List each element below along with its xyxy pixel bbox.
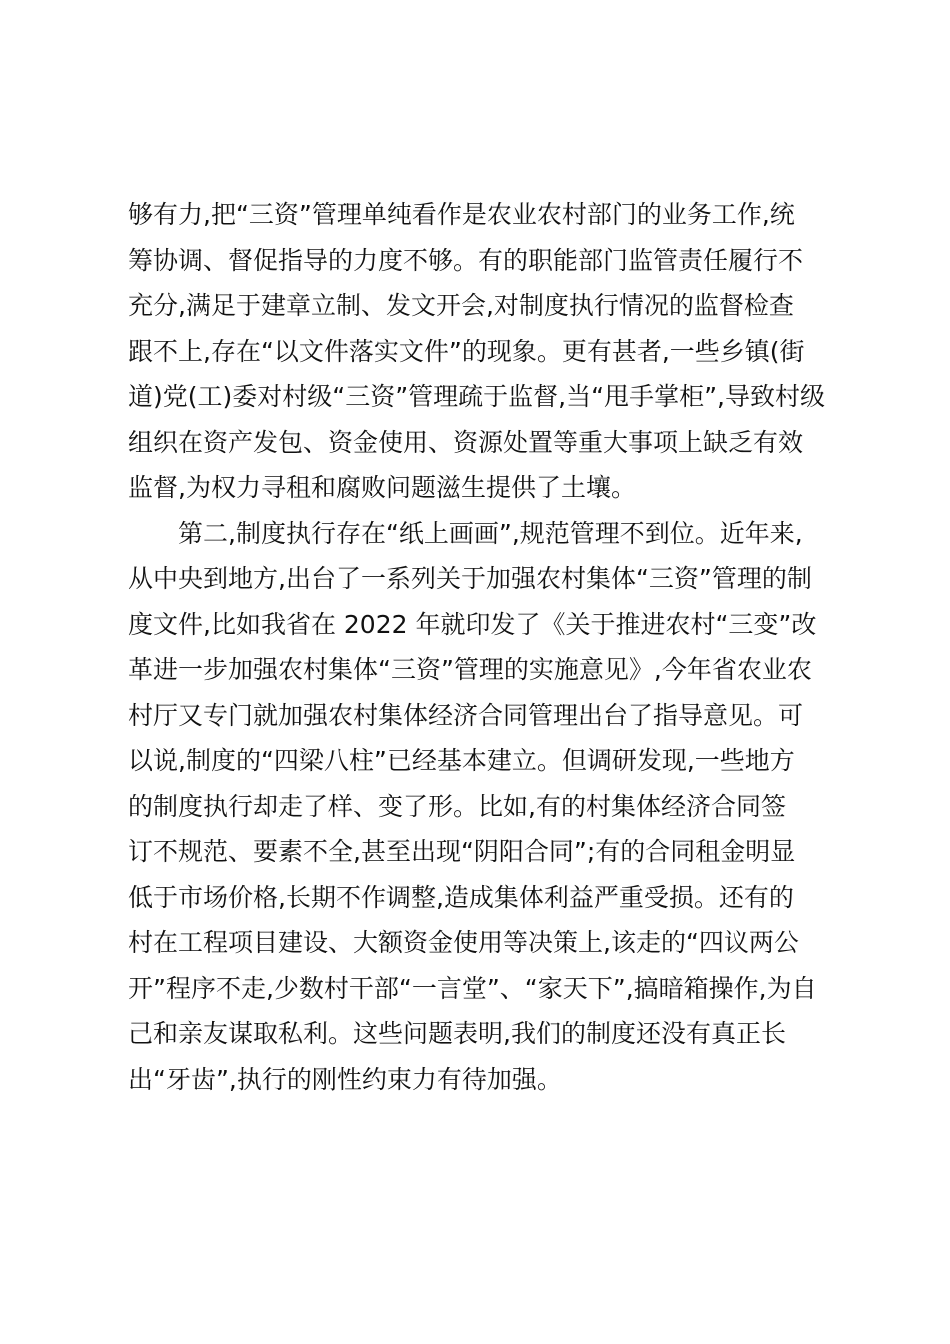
text-line-4: 跟不上,存在“以文件落实文件”的现象。更有甚者,一些乡镇(街 <box>128 336 805 366</box>
text-line-20: 出“牙齿”,执行的刚性约束力有待加强。 <box>128 1064 562 1094</box>
text-line-12: 村厅又专门就加强农村集体经济合同管理出台了指导意见。可 <box>128 700 804 730</box>
body-text <box>128 192 828 1102</box>
text-line-5: 道)党(工)委对村级“三资”管理疏于监督,当“甩手掌柜”,导致村级 <box>128 382 825 411</box>
text-line-19: 己和亲友谋取私利。这些问题表明,我们的制度还没有真正长 <box>128 1019 786 1048</box>
text-line-2: 筹协调、督促指导的力度不够。有的职能部门监管责任履行不 <box>128 245 804 275</box>
text-line-10: 度文件,比如我省在 2022 年就印发了《关于推进农村“三变”改 <box>128 609 817 639</box>
text-line-16: 低于市场价格,长期不作调整,造成集体利益严重受损。还有的 <box>128 882 794 912</box>
text-line-18: 开”程序不走,少数村干部“一言堂”、“家天下”,搞暗箱操作,为自 <box>128 973 817 1003</box>
text-line-3: 充分,满足于建章立制、发文开会,对制度执行情况的监督检查 <box>128 291 794 320</box>
text-line-11: 革进一步加强农村集体“三资”管理的实施意见》,今年省农业农 <box>128 655 812 684</box>
text-line-8: 第二,制度执行存在“纸上画画”,规范管理不到位。近年来, <box>178 518 803 548</box>
text-line-15: 订不规范、要素不全,甚至出现“阴阳合同”;有的合同租金明显 <box>128 837 796 866</box>
text-line-9: 从中央到地方,出台了一系列关于加强农村集体“三资”管理的制 <box>128 564 812 593</box>
text-line-1: 够有力,把“三资”管理单纯看作是农业农村部门的业务工作,统 <box>128 200 795 229</box>
text-line-6: 组织在资产发包、资金使用、资源处置等重大事项上缺乏有效 <box>128 427 804 457</box>
text-line-17: 村在工程项目建设、大额资金使用等决策上,该走的“四议两公 <box>128 928 799 957</box>
text-line-14: 的制度执行却走了样、变了形。比如,有的村集体经济合同签 <box>128 791 786 821</box>
text-line-7: 监督,为权力寻租和腐败问题滋生提供了土壤。 <box>128 473 636 502</box>
text-line-13: 以说,制度的“四梁八柱”已经基本建立。但调研发现,一些地方 <box>128 746 795 775</box>
